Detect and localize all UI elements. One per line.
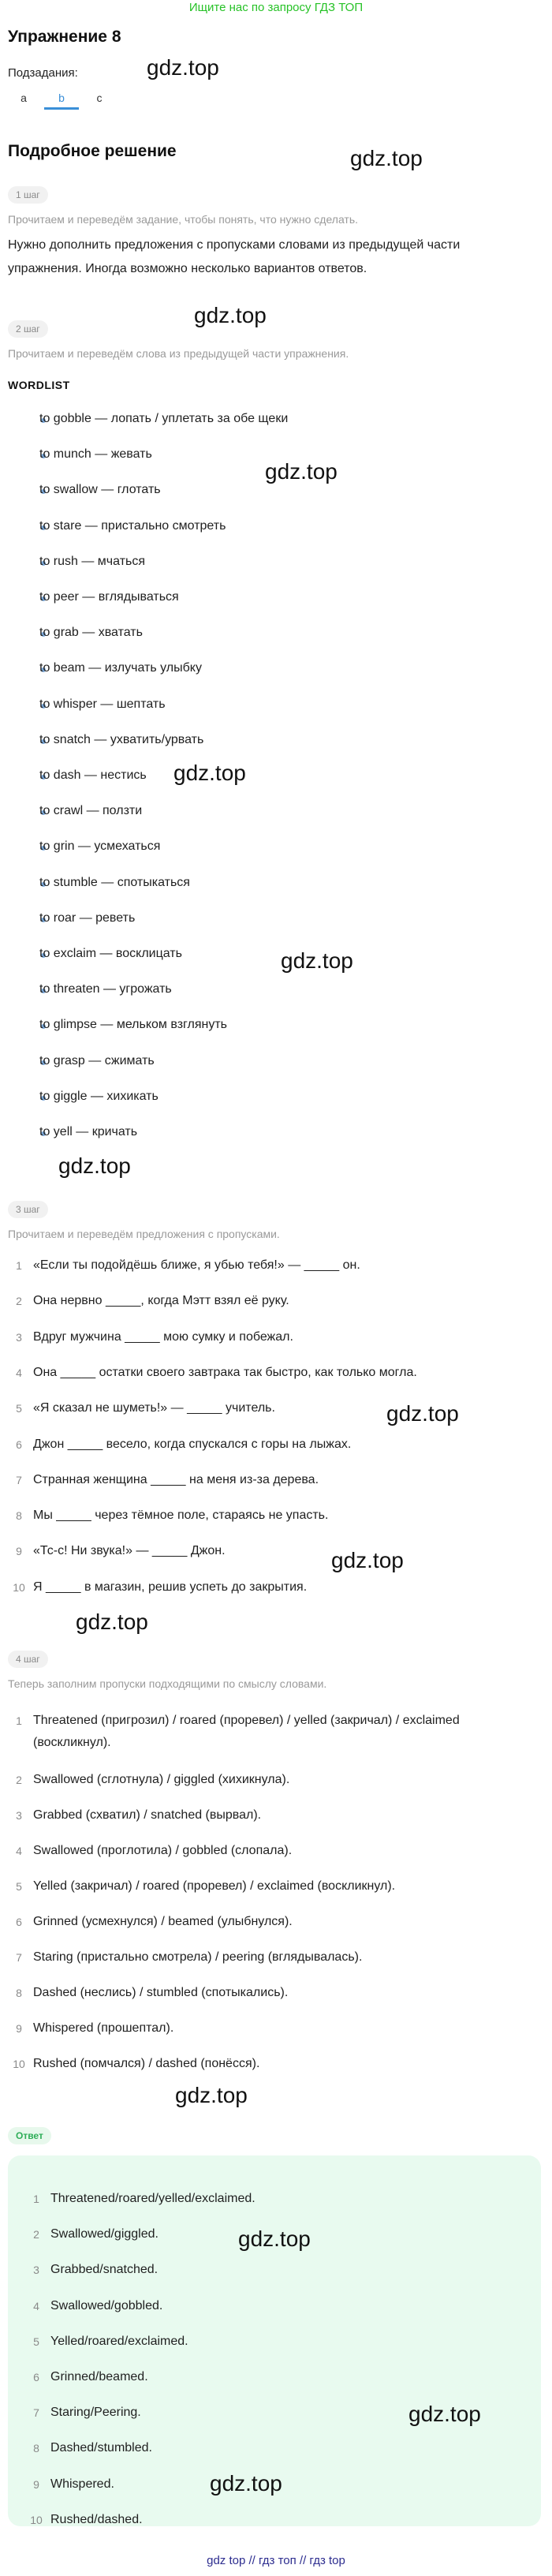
wordlist-item: to grasp — сжимать bbox=[39, 1053, 155, 1067]
answer-item: Threatened/roared/yelled/exclaimed. bbox=[50, 2192, 255, 2205]
item-number: 7 bbox=[16, 1951, 22, 1964]
exercise-title: Упражнение 8 bbox=[8, 28, 121, 46]
sentence-item: Странная женщина _____ на меня из-за дерева. bbox=[33, 1472, 319, 1486]
item-number: 3 bbox=[33, 2264, 39, 2277]
item-number: 10 bbox=[30, 2513, 43, 2526]
tab-c[interactable]: c bbox=[96, 92, 103, 104]
wordlist-item: to swallow — глотать bbox=[39, 483, 161, 497]
filled-answer: (воскликнул). bbox=[33, 1736, 111, 1749]
item-number: 2 bbox=[16, 1774, 22, 1786]
wordlist-item: to gobble — лопать / уплетать за обе щеки bbox=[39, 412, 289, 425]
item-number: 4 bbox=[33, 2299, 39, 2312]
item-number: 8 bbox=[33, 2442, 39, 2455]
item-number: 10 bbox=[13, 1580, 25, 1594]
item-number: 1 bbox=[16, 1714, 22, 1727]
filled-answer: Whispered (прошептал). bbox=[33, 2021, 174, 2035]
watermark: gdz.top bbox=[76, 1610, 148, 1634]
watermark: gdz.top bbox=[331, 1548, 404, 1572]
step-4-badge: 4 шаг bbox=[8, 1651, 48, 1668]
wordlist-item: to whisper — шептать bbox=[39, 697, 166, 711]
item-number: 10 bbox=[13, 2058, 25, 2070]
watermark: gdz.top bbox=[147, 55, 219, 80]
step-1-hint: Прочитаем и переведём задание, чтобы понять, что нужно сделать. bbox=[8, 213, 359, 226]
item-number: 3 bbox=[16, 1330, 22, 1344]
filled-answer: Swallowed (сглотнула) / giggled (хихикнула). bbox=[33, 1773, 290, 1786]
filled-answer: Swallowed (проглотила) / gobbled (слопала). bbox=[33, 1844, 293, 1857]
subtasks-label: Подзадания: bbox=[8, 66, 78, 80]
wordlist-item: to crawl — ползти bbox=[39, 804, 143, 818]
answer-item: Grinned/beamed. bbox=[50, 2370, 148, 2383]
item-number: 6 bbox=[16, 1916, 22, 1928]
wordlist-item: to grab — хватать bbox=[39, 626, 143, 640]
answer-item: Swallowed/gobbled. bbox=[50, 2298, 163, 2312]
item-number: 3 bbox=[16, 1809, 22, 1822]
filled-answer: Yelled (закричал) / roared (проревел) / exclaimed (воскликнул). bbox=[33, 1879, 396, 1893]
sentence-item: «Если ты подойдёшь ближе, я убью тебя!» — _____ он. bbox=[33, 1258, 360, 1272]
item-number: 7 bbox=[33, 2406, 39, 2420]
answer-item: Dashed/stumbled. bbox=[50, 2441, 152, 2455]
wordlist-item: to stumble — спотыкаться bbox=[39, 875, 190, 889]
filled-answer: Rushed (помчался) / dashed (понёсся). bbox=[33, 2057, 260, 2070]
wordlist-item: to exclaim — восклицать bbox=[39, 947, 182, 960]
item-number: 1 bbox=[16, 1259, 22, 1272]
item-number: 9 bbox=[33, 2477, 39, 2491]
watermark: gdz.top bbox=[210, 2471, 282, 2496]
item-number: 5 bbox=[16, 1402, 22, 1415]
watermark: gdz.top bbox=[194, 303, 267, 327]
item-number: 9 bbox=[16, 1545, 22, 1558]
wordlist-item: to threaten — угрожать bbox=[39, 982, 172, 996]
answer-item: Staring/Peering. bbox=[50, 2406, 141, 2420]
step-3-hint: Прочитаем и переведём предложения с пропусками. bbox=[8, 1228, 280, 1240]
top-banner[interactable]: Ищите нас по запросу ГДЗ ТОП bbox=[188, 1, 364, 14]
watermark: gdz.top bbox=[281, 948, 353, 973]
item-number: 8 bbox=[16, 1509, 22, 1523]
item-number: 6 bbox=[16, 1438, 22, 1451]
wordlist-item: to munch — жевать bbox=[39, 447, 152, 462]
watermark: gdz.top bbox=[173, 761, 246, 785]
item-number: 1 bbox=[33, 2193, 39, 2205]
wordlist-item: to yell — кричать bbox=[39, 1125, 138, 1138]
item-number: 2 bbox=[16, 1295, 22, 1308]
item-number: 9 bbox=[16, 2022, 22, 2035]
step-2-hint: Прочитаем и переведём слова из предыдущей части упражнения. bbox=[8, 347, 349, 360]
solution-title: Подробное решение bbox=[8, 142, 177, 160]
footer-links[interactable]: gdz top // гдз топ // гдз top bbox=[207, 2554, 345, 2567]
wordlist-item: to rush — мчаться bbox=[39, 554, 146, 568]
answer-item: Rushed/dashed. bbox=[50, 2512, 143, 2526]
item-number: 5 bbox=[16, 1880, 22, 1893]
item-number: 4 bbox=[16, 1845, 22, 1857]
wordlist-item: to grin — усмехаться bbox=[39, 839, 161, 854]
sentence-item: Вдруг мужчина _____ мою сумку и побежал. bbox=[33, 1329, 293, 1344]
step-3-badge: 3 шаг bbox=[8, 1201, 48, 1218]
watermark: gdz.top bbox=[265, 459, 338, 484]
answer-item: Grabbed/snatched. bbox=[50, 2263, 159, 2277]
item-number: 7 bbox=[16, 1473, 22, 1486]
answer-item: Swallowed/giggled. bbox=[50, 2227, 159, 2241]
watermark: gdz.top bbox=[350, 146, 423, 170]
watermark: gdz.top bbox=[238, 2226, 311, 2251]
watermark: gdz.top bbox=[408, 2402, 481, 2426]
watermark: gdz.top bbox=[175, 2083, 248, 2107]
subtask-tabs bbox=[0, 88, 552, 112]
answer-item: Yelled/roared/exclaimed. bbox=[50, 2334, 188, 2348]
wordlist-item: to peer — вглядываться bbox=[39, 590, 179, 604]
item-number: 6 bbox=[33, 2371, 39, 2383]
filled-answer: Threatened (пригрозил) / roared (проревел) / yelled (закричал) / exclaimed bbox=[33, 1714, 460, 1727]
step-4-hint: Теперь заполним пропуски подходящими по смыслу словами. bbox=[8, 1677, 327, 1690]
wordlist-item: to dash — нестись bbox=[39, 768, 147, 782]
step-1-badge: 1 шаг bbox=[8, 186, 48, 204]
sentence-item: «Я сказал не шуметь!» — _____ учитель. bbox=[33, 1401, 275, 1415]
step-2-badge: 2 шаг bbox=[8, 320, 48, 338]
wordlist-item: to giggle — хихикать bbox=[39, 1089, 159, 1103]
item-number: 4 bbox=[16, 1366, 22, 1379]
tab-b[interactable]: b bbox=[44, 88, 79, 110]
tab-a[interactable]: a bbox=[21, 92, 27, 104]
wordlist-item: to beam — излучать улыбку bbox=[39, 661, 202, 675]
item-number: 5 bbox=[33, 2335, 39, 2348]
sentence-item: Она нервно _____, когда Мэтт взял её руку. bbox=[33, 1294, 289, 1308]
answer-item: Whispered. bbox=[50, 2477, 114, 2491]
item-number: 2 bbox=[33, 2228, 39, 2241]
sentence-item: Мы _____ через тёмное поле, стараясь не упасть. bbox=[33, 1509, 329, 1523]
wordlist-item: to roar — реветь bbox=[39, 910, 136, 925]
filled-answer: Staring (пристально смотрела) / peering (вглядывалась). bbox=[33, 1950, 363, 1964]
answer-badge: Ответ bbox=[8, 2127, 51, 2144]
wordlist-item: to snatch — ухватить/урвать bbox=[39, 732, 204, 746]
item-number: 8 bbox=[16, 1987, 22, 1999]
wordlist-item: to glimpse — мельком взглянуть bbox=[39, 1018, 228, 1032]
sentence-item: Джон _____ весело, когда спускался с горы на лыжах. bbox=[33, 1437, 352, 1451]
step-1-text: Нужно дополнить предложения с пропусками словами из предыдущей части упражнения. Иногда возможно несколько вариантов ответов. bbox=[8, 238, 461, 275]
sentence-item: Она _____ остатки своего завтрака так быстро, как только могла. bbox=[33, 1365, 417, 1379]
wordlist-item: to stare — пристально смотреть bbox=[39, 518, 226, 533]
filled-answer: Grabbed (схватил) / snatched (вырвал). bbox=[33, 1808, 262, 1822]
wordlist-title: WORDLIST bbox=[8, 379, 70, 391]
watermark: gdz.top bbox=[386, 1401, 459, 1426]
sentence-item: Я _____ в магазин, решив успеть до закрытия. bbox=[33, 1580, 308, 1594]
watermark: gdz.top bbox=[58, 1153, 131, 1178]
filled-answer: Grinned (усмехнулся) / beamed (улыбнулся). bbox=[33, 1915, 293, 1928]
sentence-item: «Тс-с! Ни звука!» — _____ Джон. bbox=[33, 1544, 226, 1558]
filled-answer: Dashed (неслись) / stumbled (спотыкались). bbox=[33, 1986, 289, 1999]
